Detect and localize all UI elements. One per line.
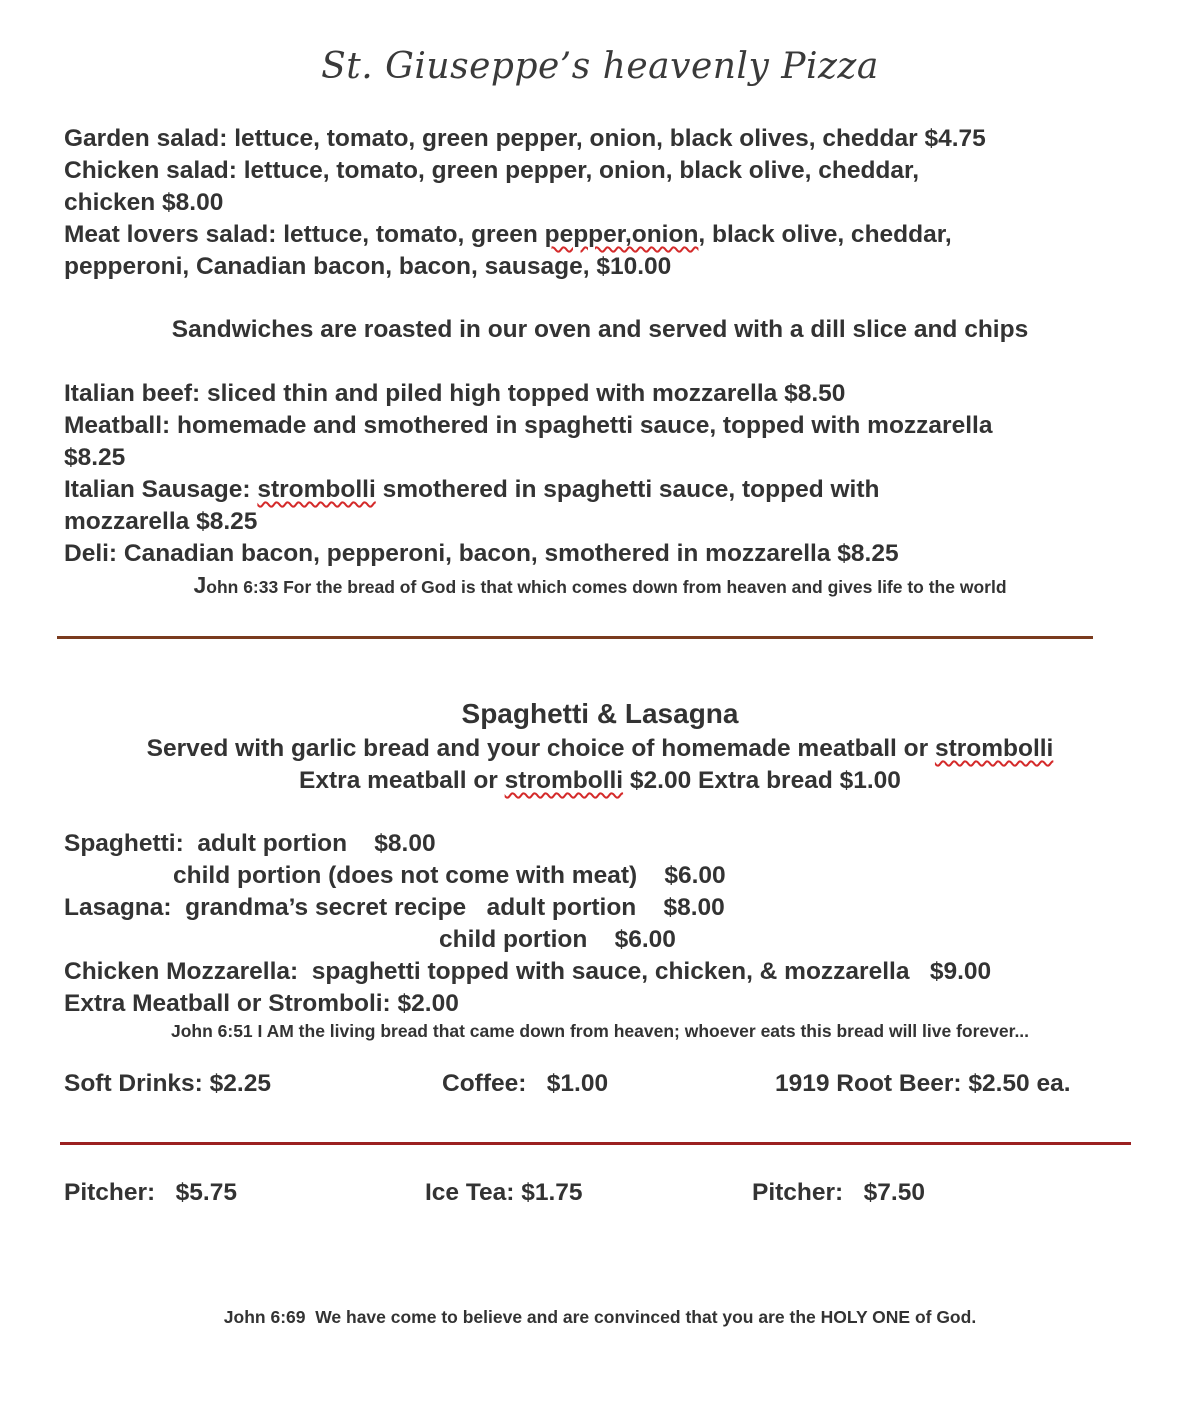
pasta-heading: Spaghetti & Lasagna bbox=[461, 698, 739, 729]
spaghetti-child-item: child portion (does not come with meat) $6.00 bbox=[173, 862, 726, 889]
soft-drinks-price: Soft Drinks: $2.25 bbox=[64, 1070, 271, 1097]
bible-verse-john-6-69: John 6:69 We have come to believe and are convinced that you are the HOLY ONE of God. bbox=[223, 1307, 977, 1327]
meatball-price: $8.25 bbox=[64, 444, 126, 471]
italian-sausage-item bbox=[64, 474, 879, 506]
verse-text: ohn 6:33 For the bread of God is that which comes down from heaven and gives life to the world bbox=[206, 577, 1007, 597]
lasagna-child-item: child portion $6.00 bbox=[439, 926, 676, 953]
sausage-text-start: Italian Sausage: bbox=[64, 476, 258, 503]
meatball-item: Meatball: homemade and smothered in spaghetti sauce, topped with mozzarella bbox=[64, 412, 993, 439]
verse-initial: J bbox=[193, 572, 207, 598]
sandwiches-intro: Sandwiches are roasted in our oven and served with a dill slice and chips bbox=[171, 316, 1029, 343]
extras-text-start: Extra meatball or bbox=[299, 767, 505, 794]
root-beer-price: 1919 Root Beer: $2.50 ea. bbox=[775, 1070, 1071, 1097]
meat-lovers-text-end: , black olive, cheddar, bbox=[698, 221, 952, 248]
chicken-mozzarella-item: Chicken Mozzarella: spaghetti topped with sauce, chicken, & mozzarella $9.00 bbox=[64, 958, 992, 985]
coffee-price: Coffee: $1.00 bbox=[442, 1070, 609, 1097]
extras-text-end: $2.00 Extra bread $1.00 bbox=[623, 767, 901, 794]
sausage-text-end: smothered in spaghetti sauce, topped with bbox=[375, 476, 880, 503]
meat-lovers-salad-price: pepperoni, Canadian bacon, bacon, sausage, $10.00 bbox=[64, 253, 672, 280]
meat-lovers-salad-item bbox=[64, 219, 952, 251]
garden-salad-item: Garden salad: lettuce, tomato, green pepper, onion, black olives, cheddar $4.75 bbox=[64, 125, 986, 152]
ice-tea-price: Ice Tea: $1.75 bbox=[425, 1179, 583, 1206]
chicken-salad-price: chicken $8.00 bbox=[64, 189, 224, 216]
root-beer-pitcher-price: Pitcher: $7.50 bbox=[752, 1179, 925, 1206]
served-with-text: Served with garlic bread and your choice of homemade meatball or bbox=[146, 735, 935, 762]
section-divider-bottom bbox=[60, 1142, 1131, 1145]
spaghetti-item: Spaghetti: adult portion $8.00 bbox=[64, 830, 436, 857]
italian-beef-item: Italian beef: sliced thin and piled high topped with mozzarella $8.50 bbox=[64, 380, 846, 407]
soft-drink-pitcher-price: Pitcher: $5.75 bbox=[64, 1179, 237, 1206]
misspelled-word: strombolli bbox=[504, 767, 624, 794]
bible-verse-john-6-51: John 6:51 I AM the living bread that came down from heaven; whoever eats this bread will live forever... bbox=[170, 1021, 1030, 1041]
bible-verse-john-6-33 bbox=[0, 572, 1200, 600]
italian-sausage-price: mozzarella $8.25 bbox=[64, 508, 258, 535]
pasta-extras bbox=[0, 765, 1200, 797]
section-divider-top bbox=[57, 636, 1093, 639]
page-title: St. Giuseppe’s heavenly Pizza bbox=[321, 46, 879, 87]
deli-item: Deli: Canadian bacon, pepperoni, bacon, smothered in mozzarella $8.25 bbox=[64, 540, 899, 567]
chicken-salad-item: Chicken salad: lettuce, tomato, green pepper, onion, black olive, cheddar, bbox=[64, 157, 919, 184]
misspelled-word: pepper,onion bbox=[544, 221, 699, 248]
extra-meatball-item: Extra Meatball or Stromboli: $2.00 bbox=[64, 990, 459, 1017]
lasagna-item: Lasagna: grandma’s secret recipe adult portion $8.00 bbox=[64, 894, 725, 921]
meat-lovers-text-start: Meat lovers salad: lettuce, tomato, green bbox=[64, 221, 545, 248]
misspelled-word: strombolli bbox=[257, 476, 376, 503]
pasta-served-with bbox=[0, 733, 1200, 765]
misspelled-word: strombolli bbox=[934, 735, 1054, 762]
